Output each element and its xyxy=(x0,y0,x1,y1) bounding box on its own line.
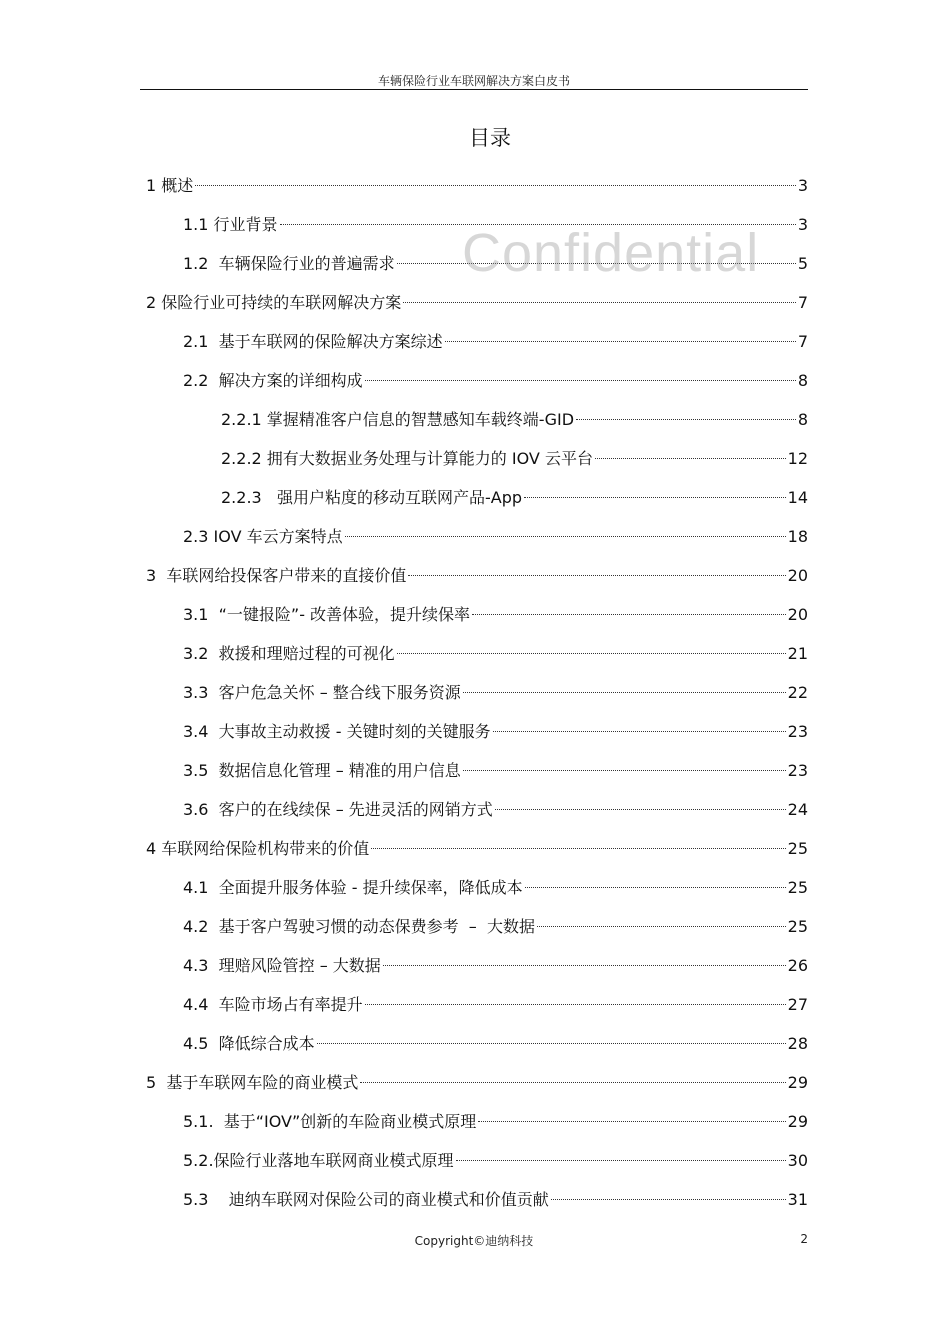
toc-entry-1-2[interactable]: 1.2 车辆保险行业的普遍需求 5 xyxy=(183,254,808,273)
toc-entry-4-5[interactable]: 4.5 降低综合成本 28 xyxy=(183,1034,808,1053)
toc-entry-2-2-2[interactable]: 2.2.2 拥有大数据业务处理与计算能力的 IOV 云平台 12 xyxy=(221,449,808,468)
toc-entry-4-1[interactable]: 4.1 全面提升服务体验 - 提升续保率，降低成本 25 xyxy=(183,878,808,897)
toc-entry-5-1[interactable]: 5.1. 基于“IOV”创新的车险商业模式原理 29 xyxy=(183,1112,808,1131)
footer-copyright: Copyright©迪纳科技 xyxy=(414,1234,534,1248)
footer-page-number: 2 xyxy=(800,1232,808,1246)
toc-entry-1[interactable]: 1 概述 3 xyxy=(146,176,808,195)
toc-entry-3-4[interactable]: 3.4 大事故主动救援 - 关键时刻的关键服务 23 xyxy=(183,722,808,741)
toc-entry-3-2[interactable]: 3.2 救援和理赔过程的可视化 21 xyxy=(183,644,808,663)
toc-entry-5-2[interactable]: 5.2.保险行业落地车联网商业模式原理 30 xyxy=(183,1151,808,1170)
toc-entry-3-5[interactable]: 3.5 数据信息化管理 – 精准的用户信息 23 xyxy=(183,761,808,780)
toc-entry-4-4[interactable]: 4.4 车险市场占有率提升 27 xyxy=(183,995,808,1014)
confidential-watermark: Confidential xyxy=(462,223,760,283)
toc-entry-3-1[interactable]: 3.1 “一键报险”- 改善体验，提升续保率 20 xyxy=(183,605,808,624)
toc-entry-5-3[interactable]: 5.3 迪纳车联网对保险公司的商业模式和价值贡献 31 xyxy=(183,1190,808,1209)
toc-entry-4-2[interactable]: 4.2 基于客户驾驶习惯的动态保费参考 – 大数据 25 xyxy=(183,917,808,936)
toc-entry-3[interactable]: 3 车联网给投保客户带来的直接价值 20 xyxy=(146,566,808,585)
toc-entry-2-2-3[interactable]: 2.2.3 强用户粘度的移动互联网产品-App 14 xyxy=(221,488,808,507)
toc-entry-3-3[interactable]: 3.3 客户危急关怀 – 整合线下服务资源 22 xyxy=(183,683,808,702)
toc-entry-2-2-1[interactable]: 2.2.1 掌握精准客户信息的智慧感知车载终端-GID 8 xyxy=(221,410,808,429)
toc-entry-1-1[interactable]: 1.1 行业背景 3 xyxy=(183,215,808,234)
header-rule xyxy=(140,89,808,90)
toc-entry-3-6[interactable]: 3.6 客户的在线续保 – 先进灵活的网销方式 24 xyxy=(183,800,808,819)
toc-entry-2[interactable]: 2 保险行业可持续的车联网解决方案 7 xyxy=(146,293,808,312)
toc-entry-2-3[interactable]: 2.3 IOV 车云方案特点 18 xyxy=(183,527,808,546)
toc-entry-4-3[interactable]: 4.3 理赔风险管控 – 大数据 26 xyxy=(183,956,808,975)
toc-entry-4[interactable]: 4 车联网给保险机构带来的价值 25 xyxy=(146,839,808,858)
toc-entry-2-2[interactable]: 2.2 解决方案的详细构成 8 xyxy=(183,371,808,390)
toc-entry-2-1[interactable]: 2.1 基于车联网的保险解决方案综述 7 xyxy=(183,332,808,351)
toc-entry-5[interactable]: 5 基于车联网车险的商业模式 29 xyxy=(146,1073,808,1092)
toc-title: 目录 xyxy=(469,126,511,150)
running-header: 车辆保险行业车联网解决方案白皮书 xyxy=(377,74,570,88)
